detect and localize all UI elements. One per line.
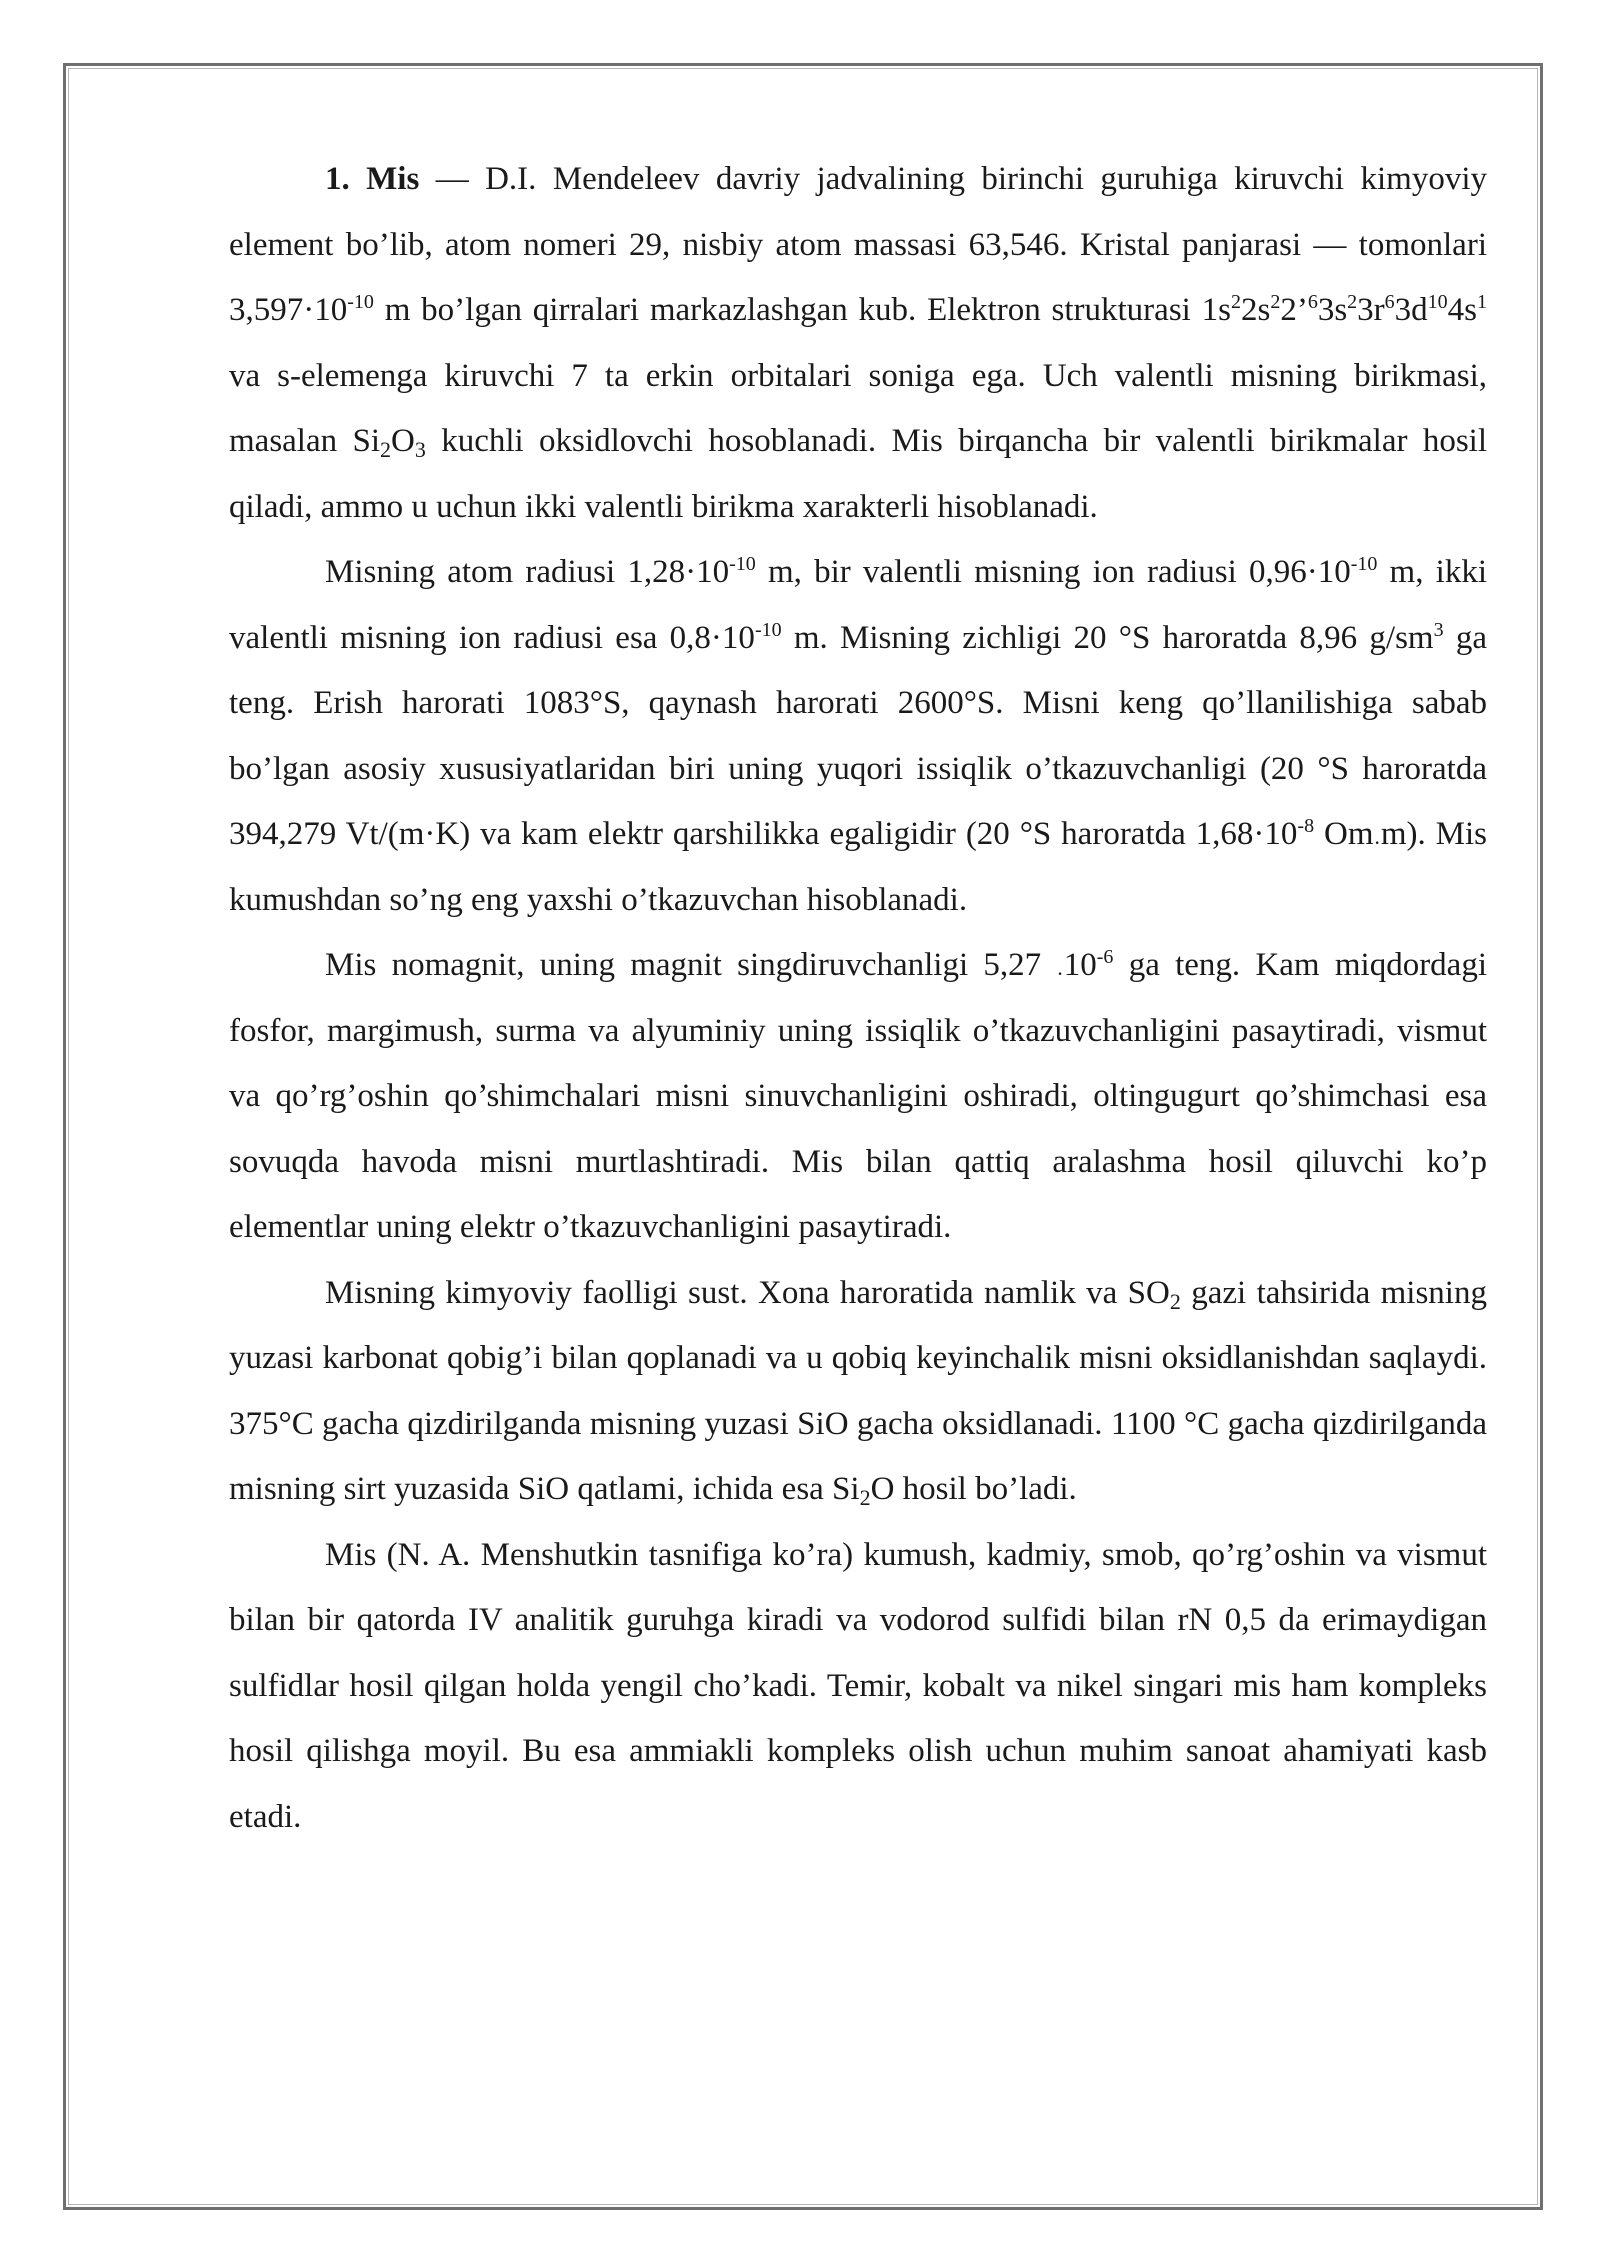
supscript-text: 2 [1230, 291, 1241, 313]
section-heading: 1. Mis [325, 161, 420, 197]
supscript-text: 3 [1433, 618, 1444, 641]
text-run: gazi tahsirida misning yuzasi karbonat qobig’i bilan qoplanadi va u qobiq keyinchalik misni oksidlanishdan saqlaydi. 375°C gacha qizdirilganda misning yuzasi SiO gacha oksidlanadi. 1100 °C gacha qizdirilganda misning sirt yuzasida SiO qatlami, ichida esa Si [229, 1274, 1487, 1507]
text-run: m). Mis kumushdan so’ng eng yaxshi o’tkazuvchan hisoblanadi. [229, 816, 1488, 918]
text-run: 4s [1447, 292, 1477, 328]
supscript-text: -6 [1096, 946, 1114, 968]
text-run: va s-elemenga kiruvchi 7 ta erkin orbitalari soniga ega. Uch valentli misning birikmasi, masalan Si [229, 357, 1487, 459]
supscript-text: 6 [1307, 291, 1318, 313]
text-run: Misning kimyoviy faolligi sust. Xona haroratida namlik va SO [325, 1274, 1170, 1311]
text-run: m bo’lgan qirralari markazlashgan kub. Elektron strukturasi 1s [373, 292, 1231, 328]
text-run: 3s [1317, 292, 1348, 328]
subscript-text: 2 [859, 1485, 871, 1510]
text-run: — D.I. Mendeleev davriy jadvalining birinchi guruhiga kiruvchi kimyoviy element bo’lib, atom nomeri 29, nisbiy atom massasi 63,546. Kristal panjarasi — tomonlari 3,597·10 [229, 161, 1487, 328]
text-run: m. Misning zichligi 20 °S haroratda 8,96 g/sm [781, 619, 1434, 656]
subscript-text: 2 [1169, 1288, 1181, 1314]
text-run: 10 [1063, 947, 1097, 983]
document-body [229, 147, 1487, 1850]
supscript-text: 1 [1477, 291, 1487, 313]
text-run: m, bir valentli misning ion radiusi 0,96·10 [755, 554, 1351, 590]
subscript-text: · [1373, 830, 1381, 855]
text-run: ga teng. Kam miqdordagi fosfor, margimush, surma va alyuminiy uning issiqlik o’tkazuvchanligini pasaytiradi, vismut va qo’rg’oshin qo’shimchalari misni sinuvchanligini oshiradi, oltingugurt qo’shimchasi esa sovuqda havoda misni murtlashtiradi. Mis bilan qattiq aralashma hosil qiluvchi ko’p elementlar uning elektr o’tkazuvchanligini pasaytiradi. [229, 947, 1487, 1245]
text-run: 3d [1394, 292, 1428, 328]
text-run: O hosil bo’ladi. [870, 1471, 1077, 1507]
supscript-text: -10 [729, 553, 756, 575]
subscript-text: 2 [380, 437, 392, 462]
supscript-text: 2 [1270, 291, 1281, 313]
text-run: ga teng. Erish harorati 1083°S, qaynash harorati 2600°S. Misni keng qo’llanilishiga sabab bo’lgan asosiy xususiyatlaridan biri uning yuqori issiqlik o’tkazuvchanligi (20 °S haroratda 394,279 Vt/(m·K) va kam elektr qarshilikka egaligidir (20 °S haroratda 1,68·10 [229, 619, 1487, 852]
supscript-text: 2 [1347, 291, 1358, 313]
text-run: kuchli oksidlovchi hosoblanadi. Mis birqancha bir valentli birikmalar hosil qiladi, ammo u uchun ikki valentli birikma xarakterli hisoblanadi. [229, 423, 1487, 525]
text-run: Mis nomagnit, uning magnit singdiruvchanligi 5,27 [325, 947, 1057, 983]
paragraph-2 [229, 540, 1487, 933]
text-run: Mis (N. A. Menshutkin tasnifiga ko’ra) kumush, kadmiy, smob, qo’rg’oshin va vismut bilan bir qatorda IV analitik guruhga kiradi va vodorod sulfidi bilan rN 0,5 da erimaydigan sulfidlar hosil qilgan holda yengil cho’kadi. Temir, kobalt va nikel singari mis ham kompleks hosil qilishga moyil. Bu esa ammiakli kompleks olish uchun muhim sanoat ahamiyati kasb etadi. [229, 1536, 1487, 1835]
paragraph-4 [229, 1261, 1487, 1523]
text-run: 3r [1357, 292, 1385, 328]
subscript-text: · [1056, 961, 1064, 986]
text-run: Misning atom radiusi 1,28·10 [325, 554, 730, 590]
text-run: 2s [1240, 292, 1271, 328]
paragraph-1 [229, 147, 1487, 540]
paragraph-3 [229, 933, 1487, 1261]
text-run: 2’ [1280, 292, 1308, 328]
text-run: Om [1314, 816, 1374, 852]
supscript-text: -10 [347, 291, 374, 313]
supscript-text: -8 [1297, 815, 1315, 837]
text-run: O [391, 423, 415, 459]
text-run: m, ikki valentli misning ion radiusi esa 0,8·10 [229, 554, 1487, 656]
supscript-text: 6 [1384, 291, 1395, 313]
supscript-text: 10 [1427, 291, 1448, 313]
supscript-text: -10 [1350, 553, 1378, 575]
supscript-text: -10 [754, 618, 782, 641]
subscript-text: 3 [414, 437, 426, 462]
paragraph-5 [229, 1523, 1487, 1851]
